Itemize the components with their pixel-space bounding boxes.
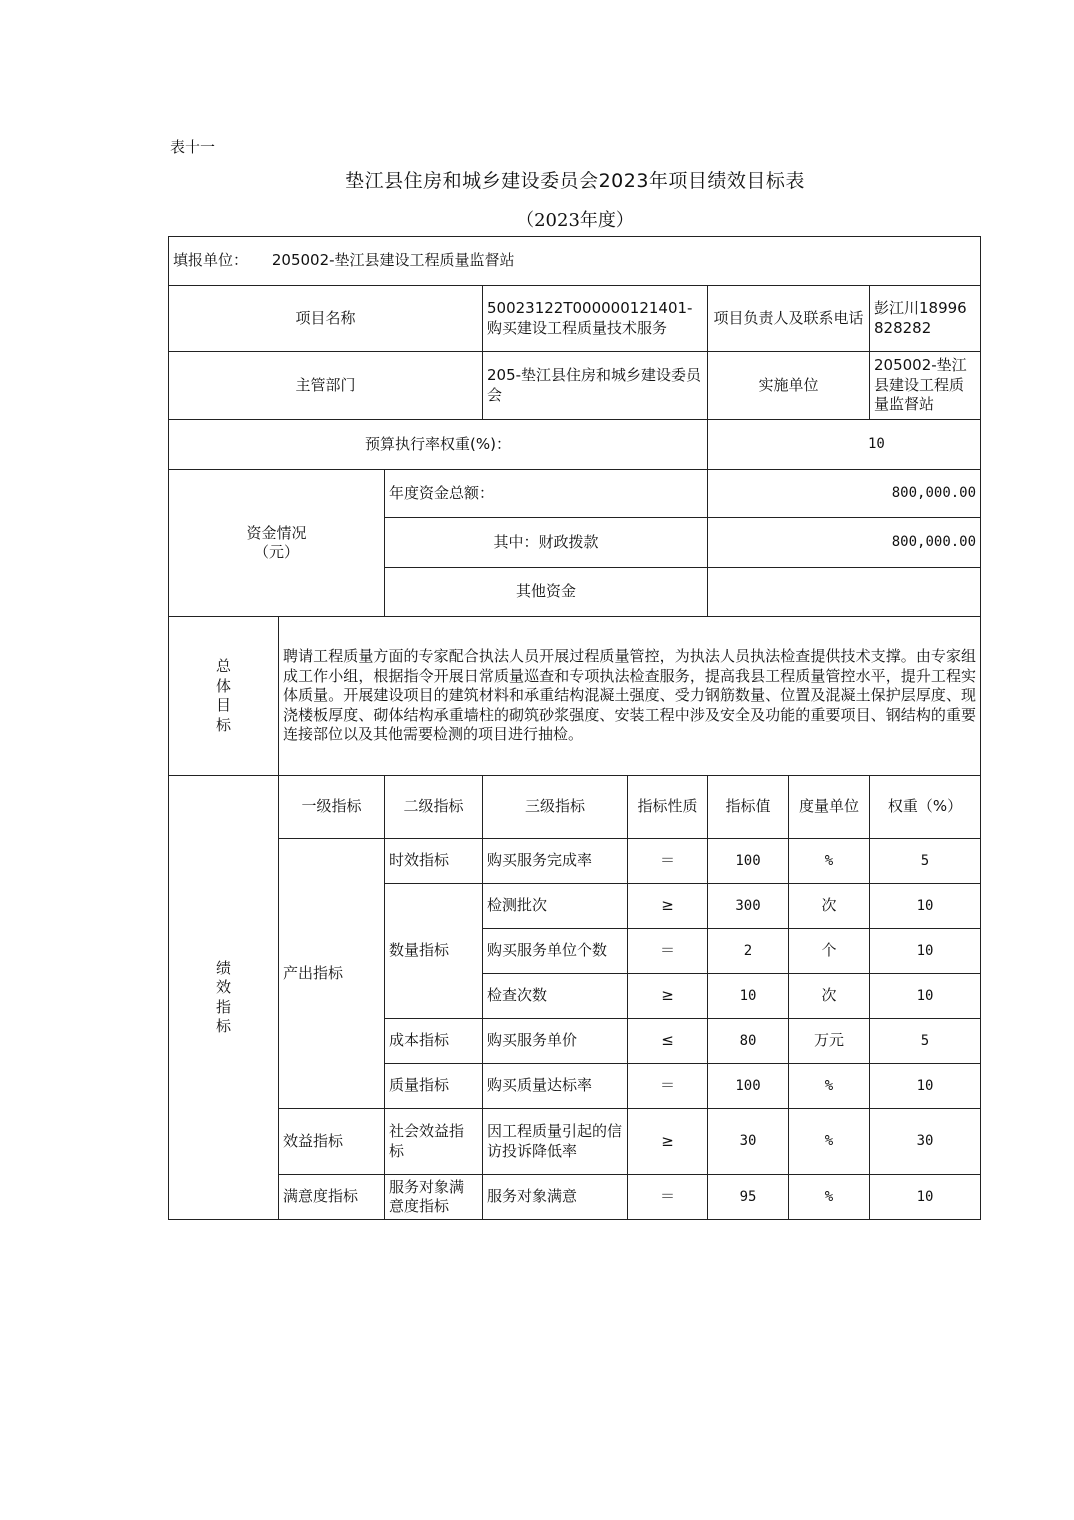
fund-total-label: 年度资金总额： — [385, 470, 708, 518]
header-value: 指标值 — [708, 776, 789, 839]
weight-cell: 10 — [870, 974, 981, 1019]
fund-situation-label — [169, 470, 385, 617]
overall-goal-label: 总 体 目 标 — [169, 617, 279, 776]
value-cell: 95 — [708, 1175, 789, 1220]
fund-situation-unit: （元） — [253, 543, 299, 561]
level1-output: 产出指标 — [279, 839, 385, 1109]
nature-cell: ＝ — [628, 1064, 708, 1109]
filing-unit-cell — [169, 237, 981, 286]
level3-cell: 检查次数 — [483, 974, 628, 1019]
table-number-label: 表十一 — [170, 138, 216, 156]
fund-situation-title: 资金情况 — [246, 523, 307, 542]
level3-cell: 购买质量达标率 — [483, 1064, 628, 1109]
performance-indicators-label: 绩 效 指 标 — [169, 776, 279, 1220]
unit-cell: 次 — [789, 884, 870, 929]
fund-fiscal-label: 其中：财政拨款 — [385, 518, 708, 568]
overall-goal-text: 聘请工程质量方面的专家配合执法人员开展过程质量管控，为执法人员执法检查提供技术支撑。由专家组成工作小组，根据指令开展日常质量巡查和专项执法检查服务，提高我县工程质量管控水平，提升工程实体质量。开展建设项目的建筑材料和承重结构混凝土强度、受力钢筋数量、位置及混凝土保护层厚度、现浇楼板厚度、砌体结构承重墙柱的砌筑砂浆强度、安装工程中涉及安全及功能的重要项目、钢结构的重要连接部位以及其他需要检测的项目进行抽检。 — [279, 617, 981, 776]
level2-quality: 质量指标 — [385, 1064, 483, 1109]
value-cell: 10 — [708, 974, 789, 1019]
implementing-unit-value: 205002-垫江县建设工程质量监督站 — [870, 352, 981, 420]
value-cell: 30 — [708, 1109, 789, 1175]
performance-target-table — [168, 236, 981, 1220]
level1-satisfaction: 满意度指标 — [279, 1175, 385, 1220]
budget-rate-row — [169, 420, 981, 470]
header-level3: 三级指标 — [483, 776, 628, 839]
weight-cell: 5 — [870, 839, 981, 884]
filing-unit-value: 205002-垫江县建设工程质量监督站 — [271, 251, 515, 270]
weight-cell: 10 — [870, 1175, 981, 1220]
level3-cell: 购买服务完成率 — [483, 839, 628, 884]
nature-cell: ＝ — [628, 1175, 708, 1220]
unit-cell: 个 — [789, 929, 870, 974]
fund-other-label: 其他资金 — [385, 568, 708, 617]
implementing-unit-label: 实施单位 — [708, 352, 870, 420]
unit-cell: % — [789, 1175, 870, 1220]
level3-cell: 服务对象满意 — [483, 1175, 628, 1220]
level2-cost: 成本指标 — [385, 1019, 483, 1064]
document-subtitle: （2023年度） — [516, 210, 634, 231]
indicator-header-row — [169, 776, 981, 839]
project-name-row — [169, 286, 981, 352]
value-cell: 80 — [708, 1019, 789, 1064]
level1-benefit: 效益指标 — [279, 1109, 385, 1175]
level3-cell: 检测批次 — [483, 884, 628, 929]
level3-cell: 因工程质量引起的信访投诉降低率 — [483, 1109, 628, 1175]
weight-cell: 10 — [870, 929, 981, 974]
contact-value: 彭江川18996828282 — [870, 286, 981, 352]
level3-cell: 购买服务单位个数 — [483, 929, 628, 974]
value-cell: 300 — [708, 884, 789, 929]
header-weight: 权重（%） — [870, 776, 981, 839]
nature-cell: ≤ — [628, 1019, 708, 1064]
budget-rate-value: 10 — [708, 420, 981, 470]
overall-goal-row — [169, 617, 981, 776]
filing-unit-label: 填报单位： — [173, 251, 249, 270]
nature-cell: ≥ — [628, 884, 708, 929]
unit-cell: 次 — [789, 974, 870, 1019]
document-title: 垫江县住房和城乡建设委员会2023年项目绩效目标表 — [345, 170, 805, 192]
fund-fiscal-value: 800,000.00 — [708, 518, 981, 568]
nature-cell: ≥ — [628, 974, 708, 1019]
department-value: 205-垫江县住房和城乡建设委员会 — [483, 352, 708, 420]
department-label: 主管部门 — [169, 352, 483, 420]
nature-cell: ≥ — [628, 1109, 708, 1175]
level2-quantity: 数量指标 — [385, 884, 483, 1019]
fund-total-value: 800,000.00 — [708, 470, 981, 518]
budget-rate-label: 预算执行率权重(%)： — [169, 420, 708, 470]
value-cell: 2 — [708, 929, 789, 974]
value-cell: 100 — [708, 1064, 789, 1109]
weight-cell: 10 — [870, 884, 981, 929]
weight-cell: 30 — [870, 1109, 981, 1175]
level2-time: 时效指标 — [385, 839, 483, 884]
table-row — [169, 1109, 981, 1175]
department-row — [169, 352, 981, 420]
nature-cell: ＝ — [628, 929, 708, 974]
header-level1: 一级指标 — [279, 776, 385, 839]
weight-cell: 5 — [870, 1019, 981, 1064]
table-row — [169, 839, 981, 884]
nature-cell: ＝ — [628, 839, 708, 884]
fund-total-row — [169, 470, 981, 518]
value-cell: 100 — [708, 839, 789, 884]
level3-cell: 购买服务单价 — [483, 1019, 628, 1064]
unit-cell: % — [789, 839, 870, 884]
contact-label: 项目负责人及联系电话 — [708, 286, 870, 352]
project-name-value: 50023122T000000121401-购买建设工程质量技术服务 — [483, 286, 708, 352]
header-unit: 度量单位 — [789, 776, 870, 839]
unit-cell: % — [789, 1064, 870, 1109]
table-row — [169, 1175, 981, 1220]
level2-service: 服务对象满意度指标 — [385, 1175, 483, 1220]
level2-social: 社会效益指标 — [385, 1109, 483, 1175]
filing-unit-row — [169, 237, 981, 286]
header-nature: 指标性质 — [628, 776, 708, 839]
unit-cell: 万元 — [789, 1019, 870, 1064]
weight-cell: 10 — [870, 1064, 981, 1109]
project-name-label: 项目名称 — [169, 286, 483, 352]
unit-cell: % — [789, 1109, 870, 1175]
header-level2: 二级指标 — [385, 776, 483, 839]
fund-other-value — [708, 568, 981, 617]
